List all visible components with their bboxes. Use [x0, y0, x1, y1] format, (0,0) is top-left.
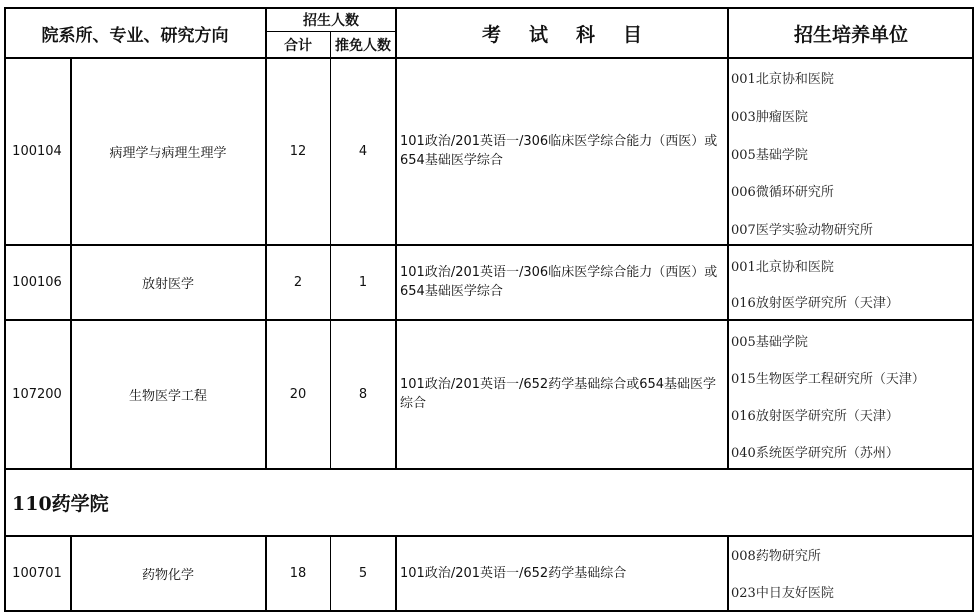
- row-exempt: 8: [358, 386, 368, 402]
- grid-line: [395, 7, 397, 470]
- grid-line: [330, 31, 331, 470]
- grid-line: [265, 535, 267, 612]
- grid-line: [70, 535, 72, 612]
- row-major: 生物医学工程: [128, 388, 207, 404]
- unit-item: 016放射医学研究所（天津）: [731, 296, 899, 311]
- row-exam-subjects: 101政治/201英语一/306临床医学综合能力（西医）或654基础医学综合: [400, 265, 718, 299]
- unit-item: 001北京协和医院: [731, 260, 834, 275]
- row-units: [728, 58, 974, 244]
- grid-line: [4, 7, 974, 9]
- row-exam-subjects: 101政治/201英语一/652药学基础综合: [400, 565, 627, 581]
- row-total: 12: [289, 143, 307, 159]
- row-units: [728, 245, 974, 319]
- unit-item: 006微循环研究所: [731, 185, 834, 200]
- unit-item: 001北京协和医院: [731, 72, 834, 87]
- row-code: 100106: [12, 274, 62, 290]
- section-title: 110药学院: [12, 492, 109, 515]
- unit-item: 023中日友好医院: [731, 586, 834, 601]
- row-code: 107200: [12, 386, 62, 402]
- unit-item: 008药物研究所: [731, 549, 821, 564]
- unit-item: 003肿瘤医院: [731, 110, 808, 125]
- row-total: 18: [289, 565, 307, 581]
- header-exam: 考试科目: [481, 23, 670, 46]
- header-dept: 院系所、专业、研究方向: [41, 25, 229, 46]
- row-exempt: 4: [358, 143, 368, 159]
- grid-line: [972, 7, 974, 612]
- grid-line: [4, 610, 974, 612]
- grid-line: [4, 7, 6, 612]
- row-major: 药物化学: [141, 567, 194, 583]
- row-major: 放射医学: [141, 276, 194, 292]
- grid-line: [727, 535, 729, 612]
- grid-line: [4, 57, 974, 59]
- grid-line: [395, 535, 397, 612]
- row-units: [728, 536, 974, 610]
- row-code: 100701: [12, 565, 62, 581]
- unit-item: 005基础学院: [731, 148, 808, 163]
- row-exempt: 1: [358, 274, 368, 290]
- row-exempt: 5: [358, 565, 368, 581]
- unit-item: 007医学实验动物研究所: [731, 223, 873, 238]
- grid-line: [727, 7, 729, 470]
- row-major: 病理学与病理生理学: [109, 145, 227, 161]
- header-units: 招生培养单位: [793, 23, 908, 46]
- grid-line: [266, 31, 396, 32]
- unit-item: 040系统医学研究所（苏州）: [731, 446, 899, 461]
- row-units: [728, 320, 974, 468]
- row-code: 100104: [12, 143, 62, 159]
- unit-item: 016放射医学研究所（天津）: [731, 409, 899, 424]
- grid-line: [4, 244, 974, 246]
- grid-line: [330, 535, 331, 612]
- unit-item: 015生物医学工程研究所（天津）: [731, 372, 925, 387]
- grid-line: [4, 535, 974, 537]
- grid-line: [4, 319, 974, 321]
- row-total: 20: [289, 386, 307, 402]
- row-total: 2: [293, 274, 303, 290]
- header-enroll: 招生人数: [303, 13, 359, 29]
- row-exam-subjects: 101政治/201英语一/306临床医学综合能力（西医）或654基础医学综合: [400, 134, 718, 168]
- grid-line: [4, 468, 974, 470]
- row-exam-subjects: 101政治/201英语一/652药学基础综合或654基础医学综合: [400, 377, 717, 411]
- grid-line: [70, 57, 72, 470]
- grid-line: [265, 7, 267, 470]
- header-exempt: 推免人数: [335, 38, 391, 54]
- header-total: 合计: [284, 38, 312, 54]
- unit-item: 005基础学院: [731, 335, 808, 350]
